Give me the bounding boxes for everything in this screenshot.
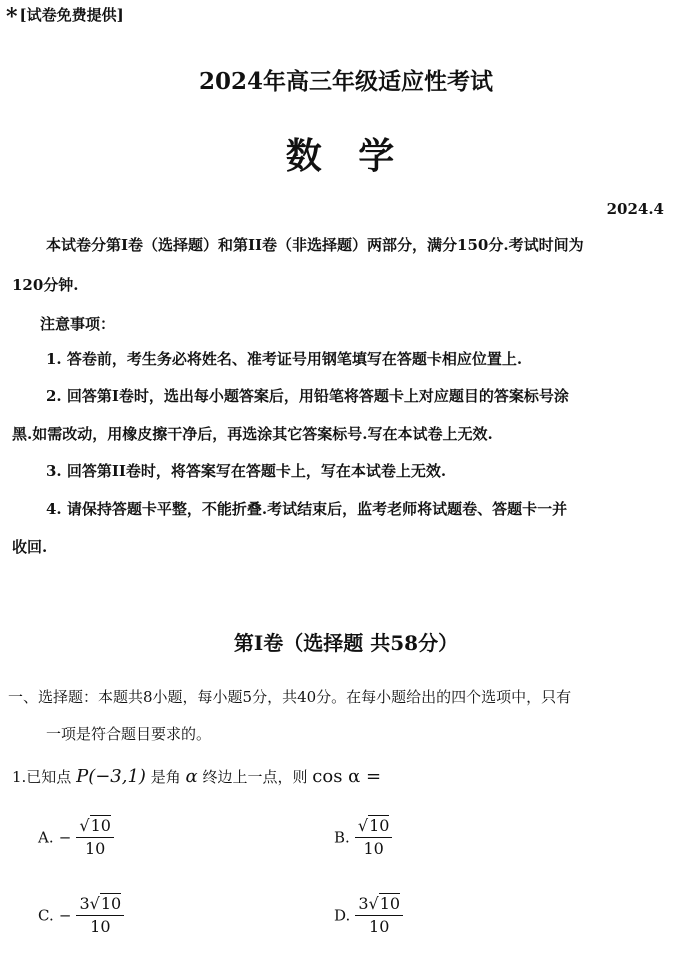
header-note-text: [试卷免费提供]	[19, 6, 124, 24]
exam-title: 2024年高三年级适应性考试	[198, 68, 493, 95]
fraction-numerator: 3√10	[76, 893, 124, 916]
option-sign: −	[58, 828, 72, 847]
part-heading-line-1: 一、选择题：本题共8小题，每小题5分，共40分。在每小题给出的四个选项中，只有	[8, 688, 572, 706]
point-expression: P(−3,1)	[76, 766, 146, 787]
option-label: C.	[38, 906, 54, 925]
option-fraction	[355, 815, 393, 860]
fraction-numerator: 3√10	[355, 893, 403, 916]
radicand: 10	[90, 816, 111, 835]
alpha-symbol: α	[185, 766, 198, 787]
question-1-stem	[12, 766, 381, 787]
question-middle: 是角	[150, 768, 181, 786]
question-suffix: 终边上一点，则	[202, 768, 308, 786]
section-title: 第I卷（选择题 共58分）	[233, 631, 459, 655]
option-label: D.	[334, 906, 351, 925]
fraction-numerator: √10	[76, 815, 114, 838]
note-item-2-cont: 黑.如需改动，用橡皮擦干净后，再选涂其它答案标号.写在本试卷上无效.	[12, 425, 493, 443]
intro-line-1: 本试卷分第I卷（选择题）和第II卷（非选择题）两部分，满分150分.考试时间为	[46, 236, 584, 254]
exam-date: 2024.4	[606, 200, 664, 218]
header-note	[6, 4, 124, 30]
fraction-denominator: 10	[84, 839, 106, 858]
note-item-3: 3. 回答第II卷时，将答案写在答题卡上，写在本试卷上无效.	[46, 462, 447, 480]
asterisk-icon: *	[6, 4, 18, 30]
coefficient: 3	[358, 894, 369, 913]
radicand: 10	[369, 816, 390, 835]
notes-heading: 注意事项：	[40, 315, 116, 333]
note-item-4: 4. 请保持答题卡平整，不能折叠.考试结束后，监考老师将试题卷、答题卡一并	[46, 500, 568, 518]
option-d[interactable]	[334, 893, 403, 938]
fraction-denominator: 10	[363, 839, 384, 858]
question-prefix: 1.已知点	[12, 768, 72, 786]
option-c[interactable]	[38, 893, 124, 938]
note-item-1: 1. 答卷前，考生务必将姓名、准考证号用钢笔填写在答题卡相应位置上.	[46, 350, 523, 368]
radicand: 10	[100, 894, 122, 913]
intro-line-2: 120分钟.	[12, 276, 79, 294]
option-fraction	[76, 893, 124, 938]
cos-expression: cos α =	[312, 766, 382, 787]
option-fraction	[355, 893, 403, 938]
coefficient: 3	[79, 894, 90, 913]
option-b[interactable]	[334, 815, 392, 860]
subject-title: 数 学	[285, 135, 407, 177]
option-fraction	[76, 815, 114, 860]
fraction-denominator: 10	[90, 917, 111, 936]
fraction-numerator: √10	[355, 815, 393, 838]
option-sign: −	[58, 906, 72, 925]
part-heading-line-2: 一项是符合题目要求的。	[46, 725, 212, 743]
option-label: B.	[334, 828, 350, 847]
note-item-4-cont: 收回.	[12, 538, 48, 556]
note-item-2: 2. 回答第I卷时，选出每小题答案后，用铅笔将答题卡上对应题目的答案标号涂	[46, 387, 569, 405]
radicand: 10	[379, 894, 401, 913]
fraction-denominator: 10	[369, 917, 390, 936]
option-label: A.	[38, 828, 54, 847]
option-a[interactable]	[38, 815, 114, 860]
